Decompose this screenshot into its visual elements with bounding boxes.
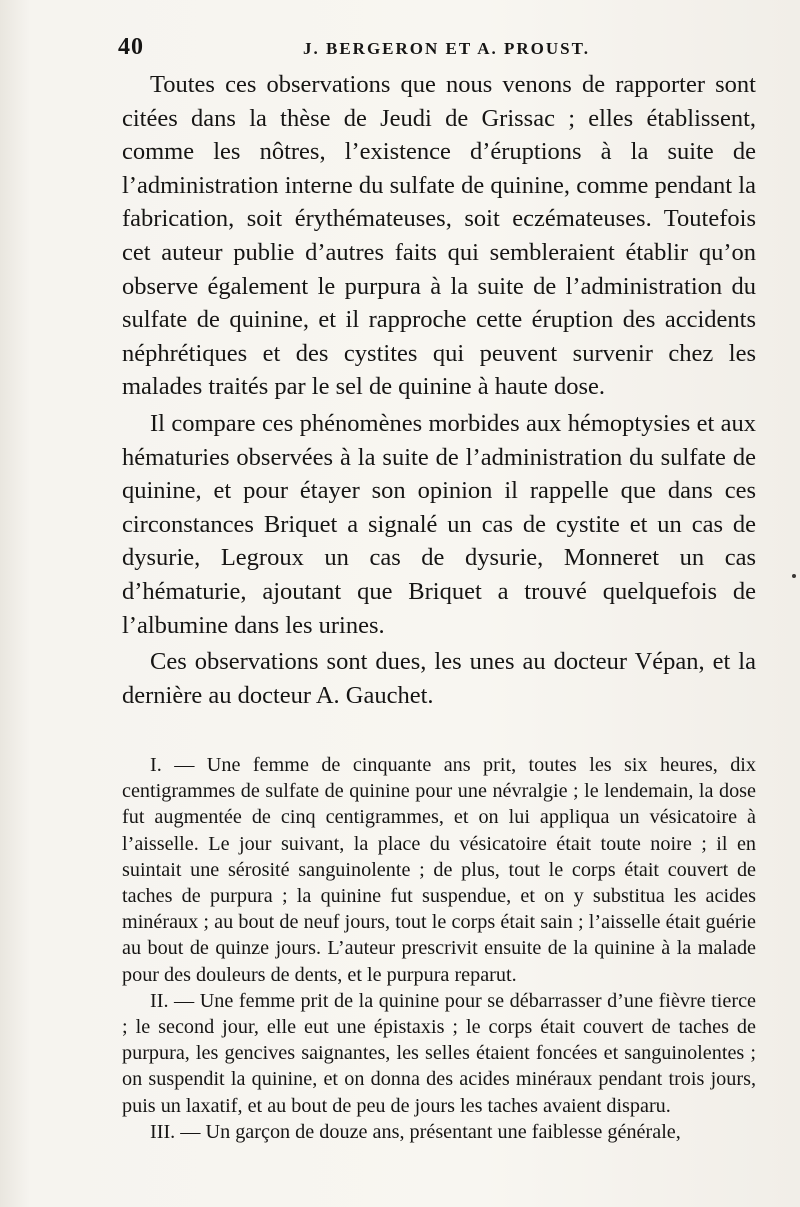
case-paragraph: III. — Un garçon de douze ans, présentant une faiblesse générale, — [150, 1120, 681, 1143]
paragraph: Il compare ces phénomènes morbides aux hémoptysies et aux hématuries observées à la suite de l’administration du sulfate de quinine, et pour étayer son opinion il rappelle que dans ces circonstances Briquet a signalé un cas de cystite et un cas de dysurie, Legroux un cas de dysurie, Monneret un cas d’hématurie, ajoutant que Briquet a trouvé quelquefois de l’albumine dans les urines. — [122, 409, 756, 639]
paragraph: Toutes ces observations que nous venons de rapporter sont citées dans la thèse de Jeudi de Grissac ; elles établissent, comme les nôtres, l’existence d’éruptions à la suite de l’administration interne du sulfate de quinine, comme pendant la fabrication, soit érythémateuses, soit eczémateuses. Toutefois cet auteur publie d’autres faits qui sembleraient établir qu’on observe également le purpura à la suite de l’administration du sulfate de quinine, et il rapproche cette éruption des accidents néphrétiques et des cystites qui peuvent survenir chez les malades traités par le sel de quinine à haute dose. — [122, 71, 756, 401]
ink-speck — [792, 574, 796, 578]
main-text — [122, 68, 756, 712]
running-head: J. BERGERON ET A. PROUST. — [303, 39, 590, 58]
case-observations — [122, 752, 756, 1145]
page-number: 40 — [118, 34, 144, 60]
case-paragraph: II. — Une femme prit de la quinine pour se débarrasser d’une fièvre tierce ; le second jour, elle eut une épistaxis ; le corps était couvert de taches de purpura, les gencives saignantes, les selles étaient foncées et sanguinolentes ; on suspendit la quinine, et on donna des acides minéraux pendant trois jours, puis un laxatif, et au bout de peu de jours les taches avaient disparu. — [122, 989, 756, 1117]
case-paragraph: I. — Une femme de cinquante ans prit, toutes les six heures, dix centigrammes de sulfate de quinine pour une névralgie ; le lendemain, la dose fut augmentée de cinq centigrammes, et on lui appliqua un vésicatoire à l’aisselle. Le jour suivant, la place du vésicatoire était toute noire ; il en suintait une sérosité sanguinolente ; de plus, tout le corps était couvert de taches de purpura ; la quinine fut suspendue, et on y substitua les acides minéraux ; au bout de neuf jours, tout le corps était sain ; l’aisselle était guérie au bout de quinze jours. L’auteur prescrivit ensuite de la quinine à la malade pour des douleurs de dents, et le purpura reparut. — [122, 754, 756, 986]
paragraph: Ces observations sont dues, les unes au docteur Vépan, et la dernière au docteur A. Gauchet. — [122, 648, 756, 709]
page-header — [118, 34, 758, 64]
